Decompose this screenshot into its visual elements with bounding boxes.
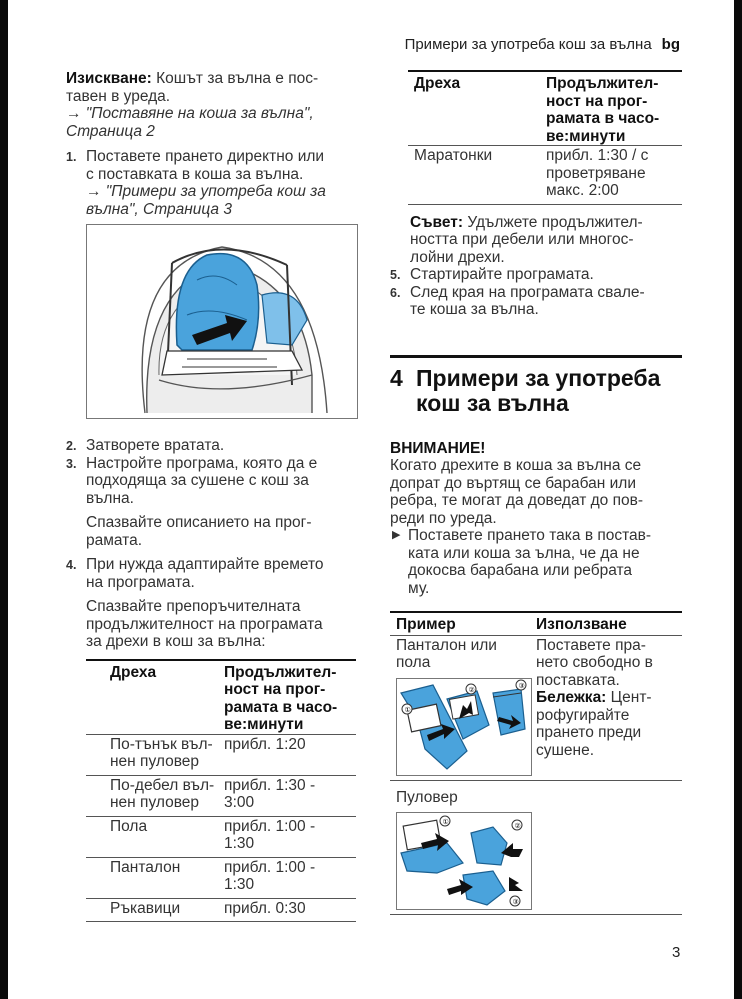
- step-1: 1. Поставете прането директно или с поставката в коша за вълна. → "Примери за употреба кош за вълна", Страница 3: [66, 148, 360, 218]
- tip: Съвет: Удължете продължител- ността при дебели или многос- лойни дрехи.: [410, 213, 643, 266]
- examples-table: [390, 611, 682, 915]
- trousers-illustration: [396, 678, 532, 776]
- right-black-edge: [734, 0, 742, 999]
- step-5: 5. Стартирайте програмата.: [390, 266, 594, 283]
- left-black-edge: [0, 0, 8, 999]
- table-header-row: Дреха Продължител- ност на прог- рамата в часо- ве:минути: [408, 71, 682, 146]
- requirement-ref[interactable]: → "Поставяне на коша за вълна",: [66, 105, 314, 122]
- table-row: Панталон или пола ① ② ③ Поставете пра- нето свободно в поставката. Бележка: Цент- рофугирайте прането преди сушене.: [390, 635, 682, 780]
- step-2: 2. Затворете вратата.: [66, 437, 225, 454]
- header-title: Примери за употреба кош за вълна: [404, 36, 652, 53]
- page-header: [405, 36, 680, 53]
- table-row: По-дебел въл- нен пуловер прибл. 1:30 - 3:00: [86, 775, 356, 816]
- table-header-row: Дреха Продължител- ност на прог- рамата в часо- ве:минути: [86, 660, 356, 735]
- section-heading: 4 Примери за употреба кош за вълна: [390, 355, 682, 416]
- dryer-basket-illustration: [86, 224, 358, 419]
- bullet-triangle-icon: ▶: [392, 529, 401, 541]
- right-column: Дреха Продължител- ност на прог- рамата в часо- ве:минути Маратонки прибл. 1:30 / с проветряване макс. 2:00 Съвет: Удължете продължител- ността при дебели или многос- лойни дрехи. 5. Стартирайте програмата. 6. След края на програмата свале- те коша за вълна. 4 Примери за употреба кош за вълна ВНИМАНИЕ! Когато дрехите в коша за вълна се допрат до въртящ се барабан или ребра, те могат да доведат до пов- реди по уреда. ▶ Поставете прането така в постав- ката или коша за ълна, че да не докосва барабана или ребрата му. Пример Използване Панталон или пола ① ② ③ Поставете пра- нето свободно в поставката. Бележка: Цент- рофугирайте прането преди сушене. Пуловер ① ② ③: [390, 70, 682, 915]
- page-number: 3: [672, 944, 681, 961]
- table-row: Пола прибл. 1:00 - 1:30: [86, 816, 356, 857]
- warning-title: ВНИМАНИЕ!: [390, 439, 486, 457]
- requirement: Изискване: Кошът за вълна е пос-: [66, 70, 319, 87]
- dryer-drum-icon: [87, 225, 357, 418]
- sweater-illustration: [396, 812, 532, 910]
- svg-text:③: ③: [518, 682, 525, 690]
- left-column: Изискване: Кошът за вълна е пос- тавен в уреда. → "Поставяне на коша за вълна", Страница 2 1. Поставете прането директно или с поставката в коша за вълна. → "Примери за употреба кош за вълна", Страница 3 2. Затворете вратата. 3. Настройте програма, която да е подходяща за сушене с кош за вълна. Спазвайте описанието на прог- рамата. 4. При нужда адаптирайте времето на програмата. Спазвайте препоръчителната продължителност на програмата за дрехи в кош за вълна: Дреха Продължител- ност на прог- рамата в часо- ве:минути По-тънък въл- нен пуловер прибл. 1:20 По-дебел въл- нен пуловер прибл. 1:30 - 3:00 Пола прибл. 1:00 - 1:30 Панталон прибл. 1:00 - 1:30 Ръкавици прибл. 0:30: [66, 70, 360, 922]
- trousers-icon: [397, 679, 531, 775]
- table-row: Пуловер ① ② ③: [390, 780, 682, 915]
- table-row: Ръкавици прибл. 0:30: [86, 898, 356, 922]
- sneakers-table: [408, 70, 682, 205]
- step-3: 3. Настройте програма, която да е подходяща за сушене с кош за вълна. Спазвайте описанието на прог- рамата.: [66, 454, 318, 549]
- svg-text:①: ①: [404, 706, 411, 714]
- duration-table: [86, 659, 356, 923]
- header-lang: bg: [661, 36, 680, 53]
- svg-text:②: ②: [468, 686, 475, 694]
- step-4: 4. При нужда адаптирайте времето на програмата. Спазвайте препоръчителната продължителност на програмата за дрехи в кош за вълна:: [66, 556, 324, 650]
- table-row: Панталон прибл. 1:00 - 1:30: [86, 857, 356, 898]
- step-1-ref[interactable]: → "Примери за употреба кош за: [86, 183, 326, 200]
- table-row: Маратонки прибл. 1:30 / с проветряване макс. 2:00: [408, 146, 682, 205]
- svg-text:③: ③: [512, 899, 519, 906]
- warning-bullet: ▶ Поставете прането така в постав- ката или коша за ълна, че да не докосва барабана или ребрата му.: [392, 527, 652, 597]
- table-row: По-тънък въл- нен пуловер прибл. 1:20: [86, 734, 356, 775]
- table-header-row: Пример Използване: [390, 612, 682, 635]
- step-6: 6. След края на програмата свале- те коша за вълна.: [390, 283, 645, 318]
- svg-text:②: ②: [514, 823, 521, 830]
- sweater-icon: [397, 813, 531, 909]
- svg-text:①: ①: [442, 819, 449, 826]
